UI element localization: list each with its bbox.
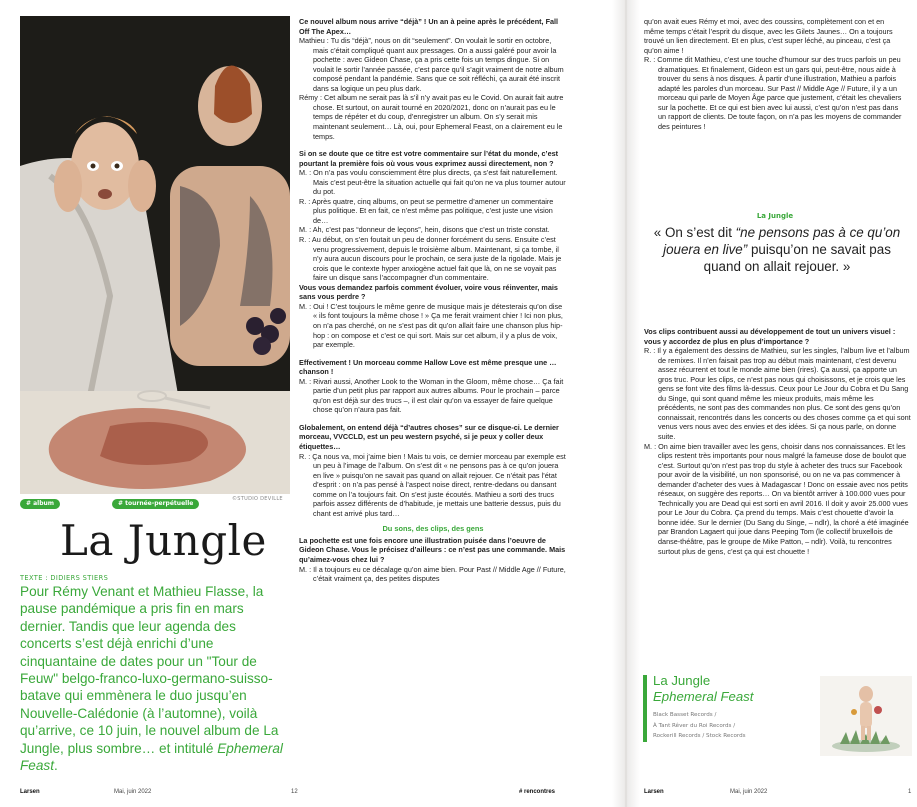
- album-title: Ephemeral Feast: [653, 689, 754, 704]
- interview-question: Globalement, on entend déjà “d’autres choses” sur ce disque-ci. Le dernier morceau, VVCCLD, est un peu western psyché, si je peux y coller deux étiquettes…: [299, 422, 559, 451]
- pullquote-post: puisqu’on ne savait pas quand on allait rejouer. »: [703, 242, 891, 274]
- band-photo: [20, 16, 290, 494]
- interview-question: Ce nouvel album nous arrive “déjà” ! Un an à peine après le précédent, Fall Off The Apex…: [299, 17, 559, 36]
- lede: [20, 583, 286, 774]
- page-gutter: [612, 0, 640, 807]
- interview-answer: R. : Ça nous va, moi j’aime bien ! Mais tu vois, ce dernier morceau par exemple est un peu à l’image de l’album. On s’est dit « ne pensons pas à ce qu’on jouera en live » puisqu’on ne savait pas quand on allait rejouer. Ce n’était pas l’état d’esprit : on n’a pas pensé à l’aspect noise direct, rentre-dedans ou dansant comme on l’a toujours fait. On s’est juste écoutés. Mathieu a sorti des trucs parfois assez différents de d’habitude, je mettais une batterie dessus, puis du chant est arrivé plus tard…: [299, 451, 566, 518]
- album-cover-illustration: [820, 676, 912, 756]
- interview-answer: Rémy : Cet album ne serait pas là s’il n’y avait pas eu le Covid. On aurait fait autre chose. Et surtout, on aurait tourné en 2020/2021, donc on n’aurait pas eu le temps de répéter et du coup, d’enregistrer un album. On s’y serait mis maintenant seulement… Là, oui, pour Ephemeral Feast, on a clairement eu le temps.: [299, 93, 564, 141]
- interview-answer: R. : Comme dit Mathieu, c’est une touche d’humour sur des trucs parfois un peu dramatiques. Et finalement, Gideon est un gars qui, peut-être, nous aide à trouver du sens à nos disques. À partir d’une illustration, Mathieu a parfois adapté les paroles d’un morceau. Sur Past // Middle Age // Future, il y a un morceau qui parle de Moyen Âge parce que justement, c’était les chevaliers sur la pochette. Et ce qui est bien avec lui aussi, c’est qu’on n’est pas dans un rapport de clients. De toute façon, on n’a pas les moyens de commander des peintures !: [644, 55, 902, 132]
- interview-answer: M. : Oui ! C’est toujours le même genre de musique mais je détesterais qu’on dise « ils font toujours la même chose ! » Ça me ferait vraiment chier ! Ici non plus, on n’a pas cherché, on ne s’est pas dit qu’on allait faire une chanson plus hip-hop : on compose et c’est ce qui sort. Mais sur cet album, il y a plus de voix, par exemple.: [299, 301, 563, 350]
- interview-answer: M. : On n’a pas voulu consciemment être plus directs, ça s’est fait naturellement. Mais c’est peut-être la situation actuelle qui fait qu’on ne va plus tourner autour du pot.: [299, 168, 566, 197]
- footer-left-page-number: 12: [291, 789, 298, 795]
- interview-answer: Mathieu : Tu dis “déjà”, nous on dit “seulement”. On voulait le sortir en octobre, mais c’était compliqué quant aux pressages. On a aussi galéré pour avoir la pochette : avec Gideon Chase, ça a pris cette fois un temps dingue. Si on voulait le sortir l’année passée, c’est parce qu’il s’agit vraiment de notre album composé pendant la pandémie. Sans que ce soit réfléchi, ça aurait été inscrit dans sa logique un peu plus dark.: [299, 36, 564, 93]
- interview-question: Si on se doute que ce titre est votre commentaire sur l’état du monde, c’est pourtant la première fois où vous vous exprimez aussi directement, non ?: [299, 149, 559, 168]
- album-artist: La Jungle: [653, 673, 711, 688]
- interview-answer: R. : Il y a également des dessins de Mathieu, sur les singles, l’album live et l’album de remixes. Il n’en faisait pas trop au début mais maintenant, c’est devenu assez récurrent et tout le monde aime bien (rires). Ça aussi, ça apporte un gros truc. Pour les clips, ce n’est pas nous qui choisissons, et je crois que les gens se font vite des films là-dessus. Ceux pour Le Jour du Cobra et Du Sang du Singe, qui sont quand même les mieux produits, mais même les précédents, ne sont pas des commandes non plus. Ce sont des gens qu’on connaissait, rencontrés dans les concerts ou des choses comme ça et qui sont venus vers nous avec des envies et des idées. Si ça nous parle, on donne suite.: [644, 346, 911, 442]
- album-accent-bar: [643, 675, 647, 742]
- pullquote-kicker: La Jungle: [756, 212, 794, 220]
- album-cover-image: [820, 676, 912, 756]
- footer-left-date: Mai, juin 2022: [114, 789, 152, 795]
- tag-album[interactable]: # album: [20, 499, 60, 509]
- photo-credit: ©STUDIO DEVILLE: [232, 496, 283, 502]
- tag-tournee[interactable]: # tournée-perpétuelle: [112, 499, 199, 509]
- lede-text: Pour Rémy Venant et Mathieu Flasse, la pause pandémique a pris fin en mars dernier. Tandis que leur agenda des concerts s’est déjà enrichi d’une cinquantaine de dates pour un "Tour de Feuw" belgo-franco-luxo-germano-suisso-batave qui emmènera le duo jusqu’en Nouvelle-Calédonie (à l’automne), voilà qu’arrive, ce 10 juin, le nouvel album de La Jungle, plus sombre… et intitulé: [20, 584, 279, 756]
- footer-left-section: # rencontres: [519, 789, 556, 795]
- album-label-line: Black Basset Records /: [653, 712, 717, 718]
- footer-right-date: Mai, juin 2022: [730, 789, 768, 795]
- section-subhead: Du sons, des clips, des gens: [382, 524, 484, 534]
- album-label-line: Rockerill Records / Stock Records: [653, 733, 746, 740]
- interview-answer: M. : Rivari aussi, Another Look to the Woman in the Gloom, même chose… Ça fait partie d’un petit plus par rapport aux autres albums. Pour le prochain – parce qu’on est déjà sur des trucs –, il est clair qu’on va essayer de faire quelque chose qu’on n’aura pas fait.: [299, 376, 564, 415]
- interview-answer: M. : On aime bien travailler avec les gens, choisir dans nos connaissances. Et les clips restent très importants pour nous malgré la fameuse dose de boulot que c’est. Surtout qu’on n’est pas trop du style à acheter des trucs sur Facebook pour avoir de la visibilité, un non sponsorisé, ou on ne va pas commencer à demander d’acheter des vues à Madagascar ! Donc on essaie avec nos petits réseaux, on suggère des reports… On va bientôt arriver à 100.000 vues pour Technically you are Dead qui est sorti en avril 2016. Il doit y avoir 25.000 vues pour Le Jour du Cobra. Ça prend du temps. Mais c’est chouette d’avoir la bonne idée. Sur le dernier (Du Sang du Singe, – ndlr), la choré a été imaginée par Brandon Lagaert qui joue dans Peeping Tom (le collectif bruxellois de danse-théâtre, pas le groupe de Mike Patton, – ndlr). Voilà, tu rencontres surtout plus de gens, c’est ça qui est chouette !: [644, 441, 909, 556]
- album-label-line: À Tant Rêver du Roi Records /: [653, 722, 736, 729]
- lede-album-title: Ephemeral Feast: [20, 740, 283, 774]
- band-photo-illustration: [20, 16, 290, 494]
- footer-right-page-number: 1: [908, 789, 912, 795]
- interview-answer: R. : Après quatre, cinq albums, on peut se permettre d’amener un commentaire plus politique. Et en fait, ce n’est même pas politique, c’est juste une vision de…: [299, 196, 554, 225]
- album-labels: [653, 710, 746, 742]
- interview-answer: M. : Il a toujours eu ce décalage qu’on aime bien. Pour Past // Middle Age // Future, c’était vraiment ça, des petites disputes: [299, 564, 566, 584]
- interview-answer: M. : Ah, c’est pas “donneur de leçons”, hein, disons que c’est un triste constat.: [299, 225, 550, 235]
- pullquote-italic: “ne pensons pas à ce qu’on jouera en live”: [663, 225, 901, 257]
- interview-question: Effectivement ! Un morceau comme Hallow Love est même presque une … chanson !: [299, 357, 557, 377]
- pullquote: [650, 224, 904, 275]
- album-info: [653, 673, 753, 705]
- interview-question: La pochette est une fois encore une illustration puisée dans l’oeuvre de Gideon Chase. Vous le précisez d’ailleurs : ce n’est pas une commande. Mais qu’aimez-vous chez lui ?: [299, 535, 566, 564]
- interview-question: Vous vous demandez parfois comment évoluer, voire vous réinventer, mais sans vous perdre ?: [299, 282, 558, 302]
- footer-right-magazine: Larsen: [644, 789, 664, 795]
- pullquote-pre: « On s’est dit: [653, 225, 736, 240]
- byline: TEXTE : DIDIERS STIERS: [20, 574, 109, 582]
- interview-question: Vos clips contribuent aussi au développement de tout un univers visuel : vous y accordez de plus en plus d’importance ?: [644, 327, 896, 346]
- interview-column-3: [644, 327, 912, 556]
- interview-column-1: [299, 17, 567, 584]
- footer-left-magazine: Larsen: [20, 789, 40, 795]
- article-title: La Jungle: [60, 516, 267, 565]
- interview-paragraph: qu’on avait eues Rémy et moi, avec des coussins, complètement con et en même temps c’était l’esprit du disque, avec les Gilets Jaunes… On a toujours trouvé un lien directement. Et en plus, c’est super léché, au pinceau, c’est ça qu’on aime !: [644, 17, 893, 55]
- interview-column-2: [644, 17, 906, 132]
- lede-end: .: [54, 758, 58, 774]
- interview-answer: R. : Au début, on s’en foutait un peu de donner forcément du sens. Ensuite c’est venu progressivement, depuis le troisième album. Maintenant, si ça tombe, il n’y aura aucun discours pour le prochain, ce sera juste de la rigolade. Mais je crois que le contexte hyper anxiogène actuel fait que là, on ne se voyait pas faire un disque sans l’accompagner d’un commentaire.: [299, 235, 562, 283]
